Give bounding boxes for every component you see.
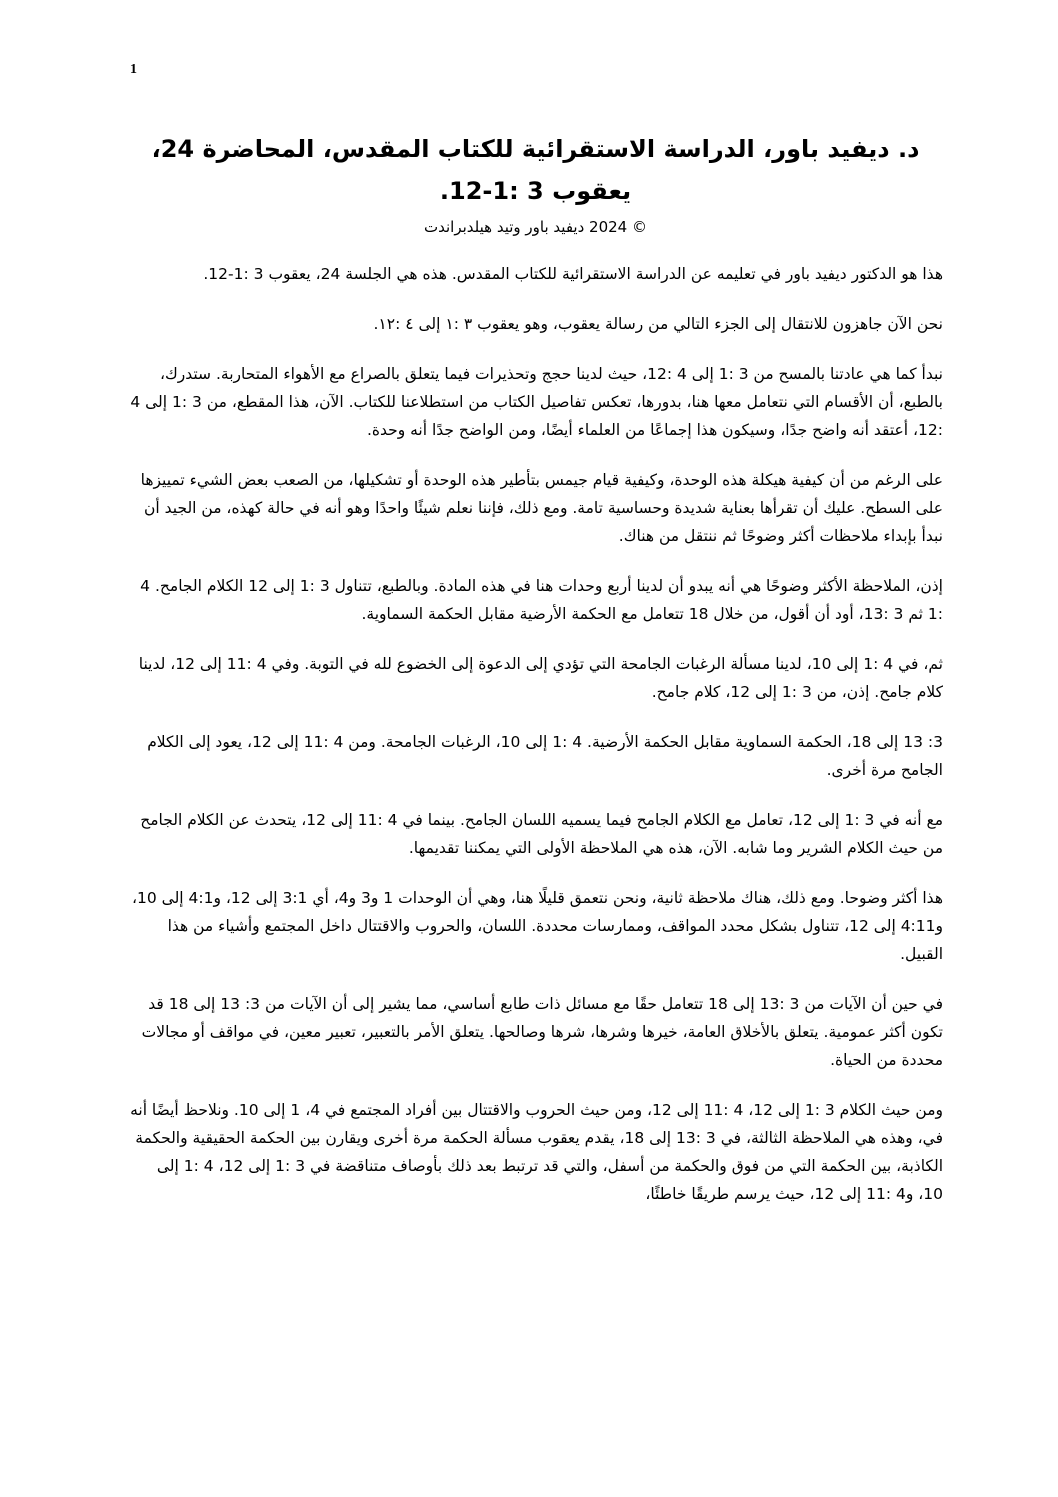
paragraph: هذا هو الدكتور ديفيد باور في تعليمه عن الدراسة الاستقرائية للكتاب المقدس. هذه هي الجلسة 24، يعقوب 3 :1-12. — [203, 265, 943, 283]
paragraph: مع أنه في 3 :1 إلى 12، تعامل مع الكلام الجامح فيما يسميه اللسان الجامح. بينما في 4 :11 إلى 12، يتحدث عن الكلام الجامح من حيث الكلام الشرير وما شابه. الآن، هذه هي الملاحظة الأولى التي يمكننا تقديمها. — [140, 811, 943, 857]
paragraph: نحن الآن جاهزون للانتقال إلى الجزء التالي من رسالة يعقوب، وهو يعقوب ٣ :١ إلى ٤ :١٢. — [373, 315, 943, 333]
document-body — [128, 128, 943, 1230]
paragraph: إذن، الملاحظة الأكثر وضوحًا هي أنه يبدو أن لدينا أربع وحدات هنا في هذه المادة. وبالطبع، تتناول 3 :1 إلى 12 الكلام الجامح. 4 :1 ثم 3 :13، أود أن أقول، من خلال 18 تتعامل مع الحكمة الأرضية مقابل الحكمة السماوية. — [140, 577, 943, 623]
title-line-1: د. ديفيد باور، الدراسة الاستقرائية للكتاب المقدس، المحاضرة 24، — [151, 135, 920, 163]
document-title — [128, 128, 943, 212]
paragraph: ومن حيث الكلام 3 :1 إلى 12، 4 :11 إلى 12، ومن حيث الحروب والاقتتال بين أفراد المجتمع في 4، 1 إلى 10. ونلاحظ أيضًا أنه في، وهذه هي الملاحظة الثالثة، في 3 :13 إلى 18، يقدم يعقوب مسألة الحكمة مرة أخرى ويقارن بين الحكمة الحقيقية والحكمة الكاذبة، بين الحكمة التي من فوق والحكمة من أسفل، والتي قد ترتبط بعد ذلك بأوصاف متناقضة في 3 :1 إلى 12، 4 :1 إلى 10، و4 :11 إلى 12، حيث يرسم طريقًا خاطئًا، — [130, 1101, 943, 1203]
paragraph: هذا أكثر وضوحا. ومع ذلك، هناك ملاحظة ثانية، ونحن نتعمق قليلًا هنا، وهي أن الوحدات 1 و3 و4، أي 3:1 إلى 12، و4:1 إلى 10، و4:11 إلى 12، تتناول بشكل محدد المواقف، وممارسات محددة. اللسان، والحروب والاقتتال داخل المجتمع وأشياء من هذا القبيل. — [131, 889, 943, 963]
paragraph: 3: 13 إلى 18، الحكمة السماوية مقابل الحكمة الأرضية. 4 :1 إلى 10، الرغبات الجامحة. ومن 4 :11 إلى 12، يعود إلى الكلام الجامح مرة أخرى. — [147, 733, 943, 779]
copyright-line: © 2024 ديفيد باور وتيد هيلدبراندت — [424, 218, 647, 236]
page-number: 1 — [130, 62, 137, 77]
paragraph: نبدأ كما هي عادتنا بالمسح من 3 :1 إلى 4 :12، حيث لدينا حجج وتحذيرات فيما يتعلق بالصراع مع الأهواء المتحاربة. ستدرك، بالطبع، أن الأقسام التي نتعامل معها هنا، بدورها، تعكس تفاصيل الكتاب من استطلاعنا للكتاب. الآن، هذا المقطع، من 3 :1 إلى 4 :12، أعتقد أنه واضح جدًا، وسيكون هذا إجماعًا من العلماء أيضًا، ومن الواضح جدًا أنه وحدة. — [130, 365, 943, 439]
paragraph: على الرغم من أن كيفية هيكلة هذه الوحدة، وكيفية قيام جيمس بتأطير هذه الوحدة أو تشكيلها، من الصعب بعض الشيء تمييزها على السطح. عليك أن تقرأها بعناية شديدة وحساسية تامة. ومع ذلك، فإننا نعلم شيئًا واحدًا وهو أنه في حالة كهذه، من الجيد أن نبدأ بإبداء ملاحظات أكثر وضوحًا ثم ننتقل من هناك. — [140, 471, 943, 545]
title-line-2: يعقوب 3 :1-12. — [439, 177, 632, 205]
paragraph: في حين أن الآيات من 3 :13 إلى 18 تتعامل حقًا مع مسائل ذات طابع أساسي، مما يشير إلى أن الآيات من 3: 13 إلى 18 قد تكون أكثر عمومية. يتعلق بالأخلاق العامة، خيرها وشرها، شرها وصالحها. يتعلق الأمر بالتعبير، تعبير معين، في مواقف أو مجالات محددة من الحياة. — [141, 995, 943, 1069]
paragraph: ثم، في 4 :1 إلى 10، لدينا مسألة الرغبات الجامحة التي تؤدي إلى الدعوة إلى الخضوع لله في التوبة. وفي 4 :11 إلى 12، لدينا كلام جامح. إذن، من 3 :1 إلى 12، كلام جامح. — [138, 655, 943, 701]
